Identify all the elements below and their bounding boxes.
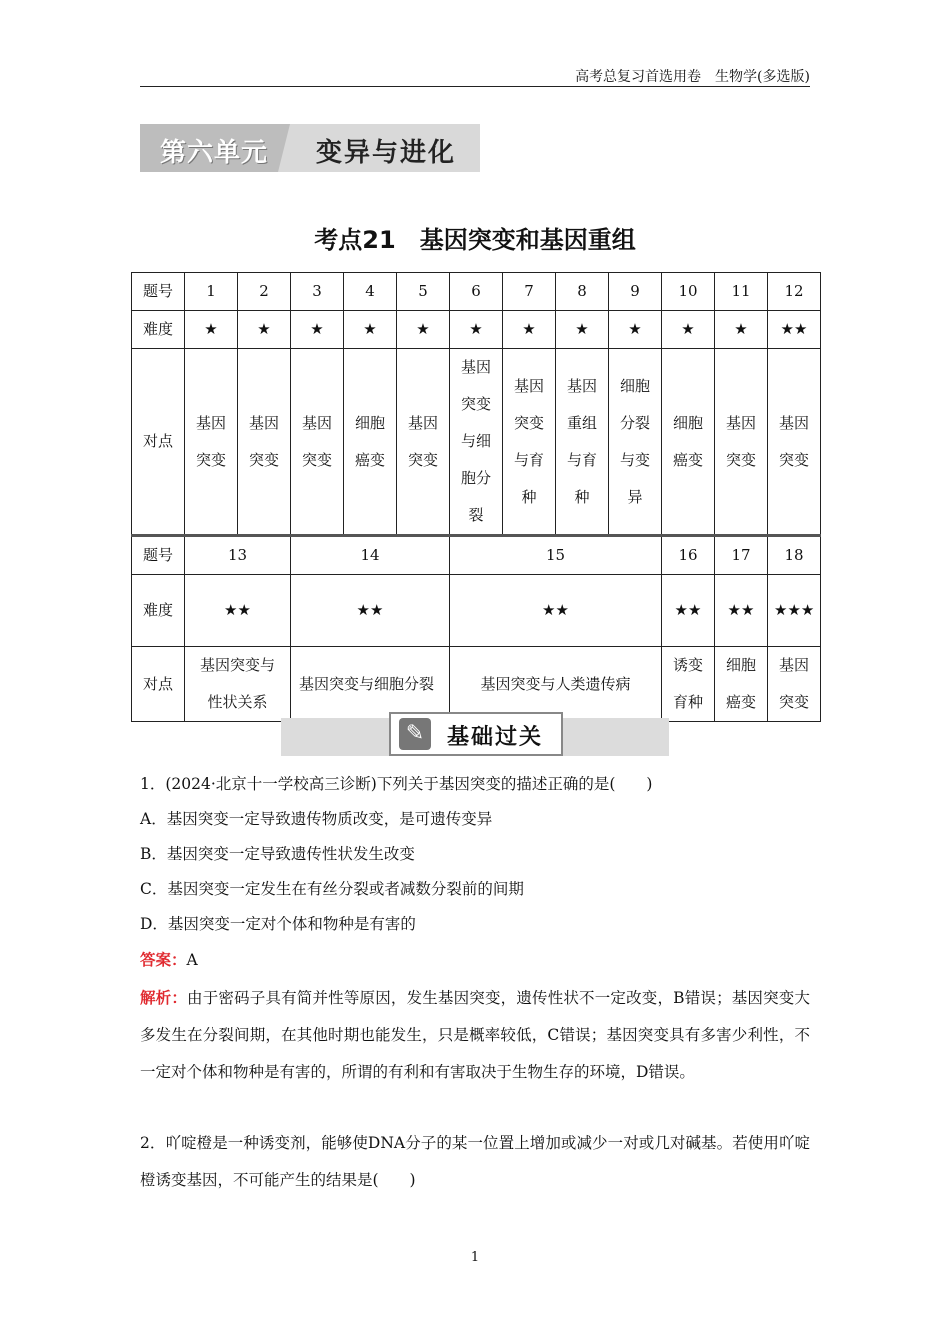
table-row-difficulty <box>132 311 821 349</box>
topic-text: 基因突变 <box>725 413 756 469</box>
topic-cell <box>185 647 291 722</box>
label-topic: 对点 <box>132 647 185 722</box>
label-difficulty: 难度 <box>132 575 185 647</box>
q-no: 13 <box>185 536 291 575</box>
topic-text: 基因突变与育种 <box>513 376 544 506</box>
kaodian-title: 考点21 基因突变和基因重组 <box>314 226 636 254</box>
topic-cell <box>291 349 344 536</box>
q-no: 8 <box>556 273 609 311</box>
table-row-no-2 <box>132 536 821 575</box>
table-row-topic-2 <box>132 647 821 722</box>
analysis-text: 由于密码子具有简并性等原因，发生基因突变，遗传性状不一定改变，B错误；基因突变大多发生在分裂间期，在其他时期也能发生，只是概率较低，C错误；基因突变具有多害少利性，不一定对个体和物种是有害的，所谓的有利和有害取决于生物生存的环境，D错误。 <box>140 989 810 1081</box>
difficulty-stars: ★ <box>609 311 662 349</box>
topic-cell <box>450 349 503 536</box>
topic-text: 基因突变 <box>248 413 279 469</box>
difficulty-stars: ★★★ <box>774 601 815 619</box>
topic-cell <box>609 349 662 536</box>
difficulty-stars: ★★ <box>768 311 821 349</box>
table-row-difficulty-2 <box>132 575 821 647</box>
table-row-topic <box>132 349 821 536</box>
q-no: 2 <box>238 273 291 311</box>
topic-text: 基因突变 <box>778 413 809 469</box>
topic-cell <box>662 647 715 722</box>
topic-text: 细胞癌变 <box>672 413 703 469</box>
q-no: 6 <box>450 273 503 311</box>
q1-stem: 1．(2024·北京十一学校高三诊断)下列关于基因突变的描述正确的是( ) <box>140 775 653 793</box>
q1-option-b: B．基因突变一定导致遗传性状发生改变 <box>140 845 415 863</box>
q-no: 10 <box>662 273 715 311</box>
difficulty-stars: ★ <box>503 311 556 349</box>
q-no: 1 <box>185 273 238 311</box>
topic-cell <box>185 349 238 536</box>
label-no: 题号 <box>132 536 185 575</box>
q-no: 12 <box>768 273 821 311</box>
q2-stem: 2．吖啶橙是一种诱变剂，能够使DNA分子的某一位置上增加或减少一对或几对碱基。若使用吖啶橙诱变基因，不可能产生的结果是( ) <box>140 1134 810 1189</box>
q-no: 14 <box>291 536 450 575</box>
q-no: 18 <box>768 536 821 575</box>
q-no: 16 <box>662 536 715 575</box>
difficulty-stars: ★ <box>185 311 238 349</box>
topic-cell <box>291 647 450 722</box>
difficulty-stars: ★★ <box>715 575 768 647</box>
q-no: 15 <box>450 536 662 575</box>
q1-option-c: C．基因突变一定发生在有丝分裂或者减数分裂前的间期 <box>140 880 524 898</box>
label-difficulty: 难度 <box>132 311 185 349</box>
running-header: 高考总复习首选用卷 生物学(多选版) <box>575 69 810 85</box>
topic-cell <box>238 349 291 536</box>
q1-answer <box>140 943 810 978</box>
topic-text: 基因突变 <box>407 413 438 469</box>
difficulty-stars: ★★ <box>291 575 450 647</box>
difficulty-stars: ★ <box>715 311 768 349</box>
topic-text: 基因重组与育种 <box>566 376 597 506</box>
topic-cell <box>344 349 397 536</box>
header-rule <box>140 86 810 87</box>
difficulty-stars: ★ <box>344 311 397 349</box>
difficulty-stars: ★ <box>238 311 291 349</box>
topic-cell <box>397 349 450 536</box>
q-no: 5 <box>397 273 450 311</box>
table-row-no <box>132 273 821 311</box>
analysis-label: 解析： <box>140 989 188 1007</box>
difficulty-stars: ★ <box>450 311 503 349</box>
topic-cell <box>768 349 821 536</box>
topic-cell <box>503 349 556 536</box>
topic-cell <box>768 647 821 722</box>
topic-text: 基因突变 <box>195 413 226 469</box>
label-topic: 对点 <box>132 349 185 536</box>
topic-text: 细胞分裂与变异 <box>619 376 650 506</box>
difficulty-stars: ★★ <box>450 575 662 647</box>
topic-text: 基因突变 <box>301 413 332 469</box>
difficulty-stars: ★★ <box>185 575 291 647</box>
section-banner <box>281 718 669 756</box>
topic-cell <box>662 349 715 536</box>
q1-analysis <box>140 980 810 1091</box>
topic-text: 细胞癌变 <box>354 413 385 469</box>
section-banner-box <box>389 712 563 756</box>
topic-text: 基因突变与人类遗传病 <box>450 647 662 722</box>
q-no: 3 <box>291 273 344 311</box>
unit-name: 变异与进化 <box>316 138 457 168</box>
difficulty-stars: ★ <box>291 311 344 349</box>
topic-cell <box>715 349 768 536</box>
unit-number: 第六单元 <box>160 138 269 168</box>
q-no: 17 <box>715 536 768 575</box>
topic-text: 细胞癌变 <box>725 656 756 711</box>
topic-cell <box>556 349 609 536</box>
q-no: 11 <box>715 273 768 311</box>
section-banner-title: 基础过关 <box>447 725 544 750</box>
difficulty-stars: ★ <box>556 311 609 349</box>
answer-value: A <box>186 951 198 969</box>
difficulty-stars: ★★ <box>662 575 715 647</box>
difficulty-stars: ★ <box>397 311 450 349</box>
q1-option-d: D．基因突变一定对个体和物种是有害的 <box>140 915 416 933</box>
topic-text: 基因突变与性状关系 <box>199 656 275 711</box>
topic-text: 基因突变 <box>778 656 809 711</box>
q-no: 7 <box>503 273 556 311</box>
difficulty-cell <box>768 575 821 647</box>
difficulty-stars: ★ <box>662 311 715 349</box>
topic-text: 诱变育种 <box>672 656 703 711</box>
answer-label: 答案： <box>140 951 187 969</box>
pencil-icon: ✎ <box>399 718 431 750</box>
topic-text: 基因突变与细胞分裂 <box>460 358 491 524</box>
unit-banner <box>140 124 480 172</box>
q1-option-a: A．基因突变一定导致遗传物质改变，是可遗传变异 <box>140 810 493 828</box>
q-no: 4 <box>344 273 397 311</box>
question-map-table <box>131 272 821 722</box>
label-no: 题号 <box>132 273 185 311</box>
topic-cell <box>715 647 768 722</box>
topic-text: 基因突变与细胞分裂 <box>299 674 435 693</box>
page-number: 1 <box>470 1250 480 1265</box>
q-no: 9 <box>609 273 662 311</box>
